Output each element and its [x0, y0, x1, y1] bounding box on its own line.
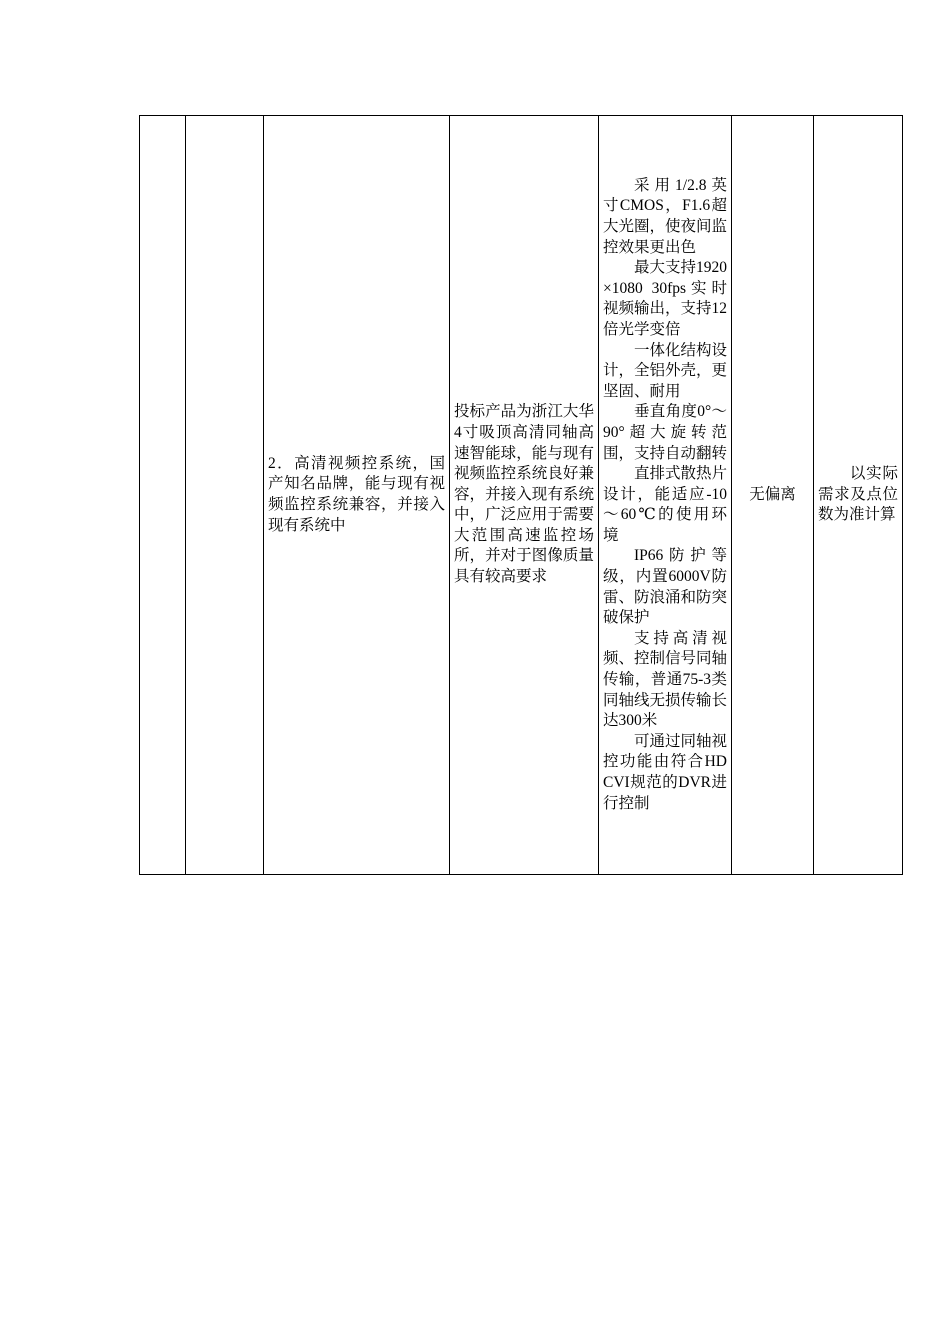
features-cell — [599, 116, 732, 875]
spec-table — [139, 115, 903, 875]
table-row — [140, 116, 903, 875]
feature-item: 最大支持1920×1080 30fps实时视频输出，支持12倍光学变倍 — [603, 259, 728, 338]
note-cell — [814, 116, 903, 875]
feature-item: IP66防护等级，内置6000V防雷、防浪涌和防突破保护 — [603, 547, 728, 627]
feature-item: 采用1/2.8英寸CMOS，F1.6超大光圈，使夜间监控效果更出色 — [603, 176, 728, 256]
index-cell — [140, 116, 186, 875]
deviation-cell: 无偏离 — [732, 116, 814, 875]
feature-item: 可通过同轴视控功能由符合HDCVI规范的DVR进行控制 — [603, 732, 728, 812]
feature-item: 一体化结构设计，全铝外壳，更坚固、耐用 — [603, 341, 728, 400]
requirement-cell: 2．高清视频控系统，国产知名品牌，能与现有视频监控系统兼容，并接入现有系统中 — [264, 116, 450, 875]
item-name-cell — [186, 116, 264, 875]
response-cell: 投标产品为浙江大华4寸吸顶高清同轴高速智能球，能与现有视频监控系统良好兼容，并接入现有系统中，广泛应用于需要大范围高速监控场所，并对于图像质量具有较高要求 — [450, 116, 599, 875]
feature-item: 垂直角度0°～90°超大旋转范围，支持自动翻转 — [603, 403, 728, 462]
feature-item: 直排式散热片设计，能适应-10～60℃的使用环境 — [603, 465, 728, 544]
feature-item: 支持高清视频、控制信号同轴传输，普通75-3类同轴线无损传输长达300米 — [603, 629, 728, 730]
note-text: 以实际需求及点位数为准计算 — [818, 465, 898, 524]
